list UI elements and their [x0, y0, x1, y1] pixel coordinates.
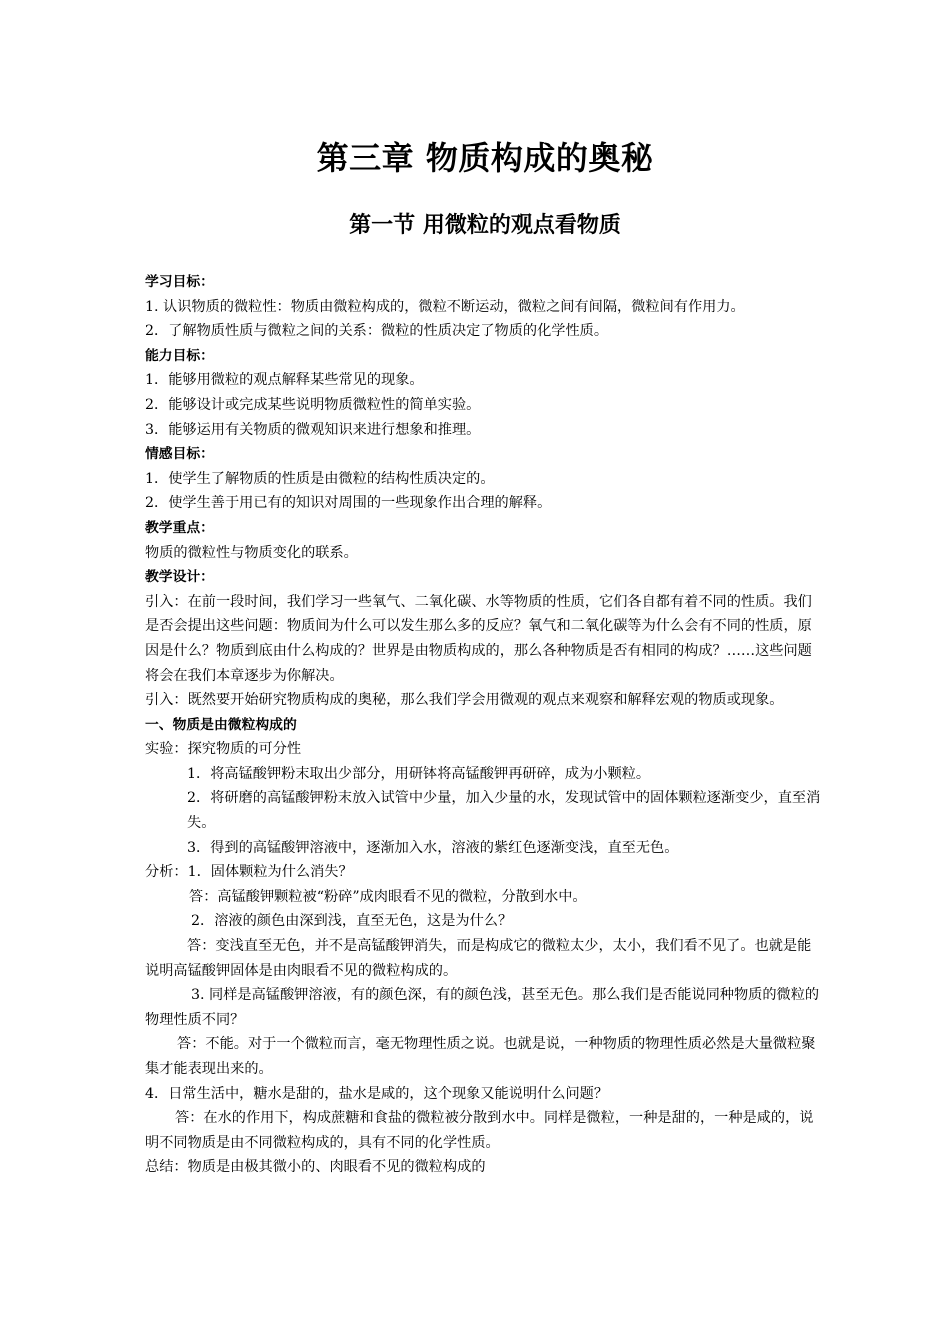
summary-text: 总结：物质是由极其微小的、肉眼看不见的微粒构成的: [145, 1159, 486, 1176]
design-intro-paragraph: 引入：既然要开始研究物质构成的奥秘，那么我们学会用微观的观点来观察和解释宏观的物质或现象。: [145, 692, 784, 709]
ability-goal-item: 3．能够运用有关物质的微观知识来进行想象和推理。: [145, 421, 481, 438]
ability-goals-heading: 能力目标：: [145, 347, 214, 364]
emotion-goal-item: 1．使学生了解物质的性质是由微粒的结构性质决定的。: [145, 470, 495, 487]
experiment-step: 3．得到的高锰酸钾溶液中，逐渐加入水，溶液的紫红色逐渐变浅，直至无色。: [187, 839, 679, 856]
analysis-question: 3. 同样是高锰酸钾溶液，有的颜色深，有的颜色浅，甚至无色。那么我们是否能说同种物质的微粒的物理性质不同？: [145, 987, 820, 1028]
learning-goals-heading: 学习目标：: [145, 274, 214, 290]
analysis-answer: 答：高锰酸钾颗粒被“粉碎”成肉眼看不见的微粒，分散到水中。: [189, 888, 587, 905]
analysis-question: 分析：1．固体颗粒为什么消失？: [145, 864, 353, 881]
learning-goal-item: 2．了解物质性质与微粒之间的关系：微粒的性质决定了物质的化学性质。: [145, 323, 609, 340]
experiment-step: 1．将高锰酸钾粉末取出少部分，用研钵将高锰酸钾再研碎，成为小颗粒。: [187, 765, 651, 782]
part1-heading: 一、物质是由微粒构成的: [145, 716, 297, 733]
emotion-goal-item: 2．使学生善于用已有的知识对周围的一些现象作出合理的解释。: [145, 495, 552, 512]
ability-goal-item: 2．能够设计或完成某些说明物质微粒性的简单实验。: [145, 396, 481, 413]
ability-goal-item: 1．能够用微粒的观点解释某些常见的现象。: [145, 372, 424, 389]
lesson-content: [145, 270, 825, 1180]
chapter-title: 第三章 物质构成的奥秘: [316, 139, 654, 177]
analysis-answer: 答：不能。对于一个微粒而言，毫无物理性质之说。也就是说，一种物质的物理性质必然是大量微粒聚集才能表现出来的。: [145, 1036, 816, 1077]
emotion-goals-heading: 情感目标：: [145, 446, 214, 463]
learning-goal-item: 1. 认识物质的微粒性：物质由微粒构成的，微粒不断运动，微粒之间有间隔，微粒间有作用力。: [145, 298, 745, 315]
analysis-question: 2．溶液的颜色由深到浅，直至无色，这是为什么？: [191, 913, 513, 930]
experiment-title: 实验：探究物质的可分性: [145, 741, 302, 758]
design-heading: 教学设计：: [145, 569, 214, 586]
section-title: 第一节 用微粒的观点看物质: [349, 213, 621, 238]
key-points-heading: 教学重点：: [145, 519, 214, 536]
experiment-step: 2．将研磨的高锰酸钾粉末放入试管中少量，加入少量的水，发现试管中的固体颗粒逐渐变少，直至消失。: [187, 790, 821, 832]
analysis-question: 4．日常生活中，糖水是甜的，盐水是咸的，这个现象又能说明什么问题？: [145, 1085, 609, 1102]
design-intro-paragraph: 引入：在前一段时间，我们学习一些氧气、二氧化碳、水等物质的性质，它们各自都有着不同的性质。我们是否会提出这些问题：物质间为什么可以发生那么多的反应？氧气和二氧化碳等为什么会有不同的性质，原因是什么？物质到底由什么构成的？世界是由物质构成的，那么各种物质是否有相同的构成？……这些问题将会在我们本章逐步为你解决。: [145, 593, 812, 684]
analysis-answer: 答：在水的作用下，构成蔗糖和食盐的微粒被分散到水中。同样是微粒，一种是甜的，一种是咸的，说明不同物质是由不同微粒构成的，具有不同的化学性质。: [145, 1110, 814, 1151]
key-points-text: 物质的微粒性与物质变化的联系。: [145, 544, 358, 561]
analysis-answer: 答：变浅直至无色，并不是高锰酸钾消失，而是构成它的微粒太少，太小，我们看不见了。也就是能说明高锰酸钾固体是由肉眼看不见的微粒构成的。: [145, 938, 812, 979]
